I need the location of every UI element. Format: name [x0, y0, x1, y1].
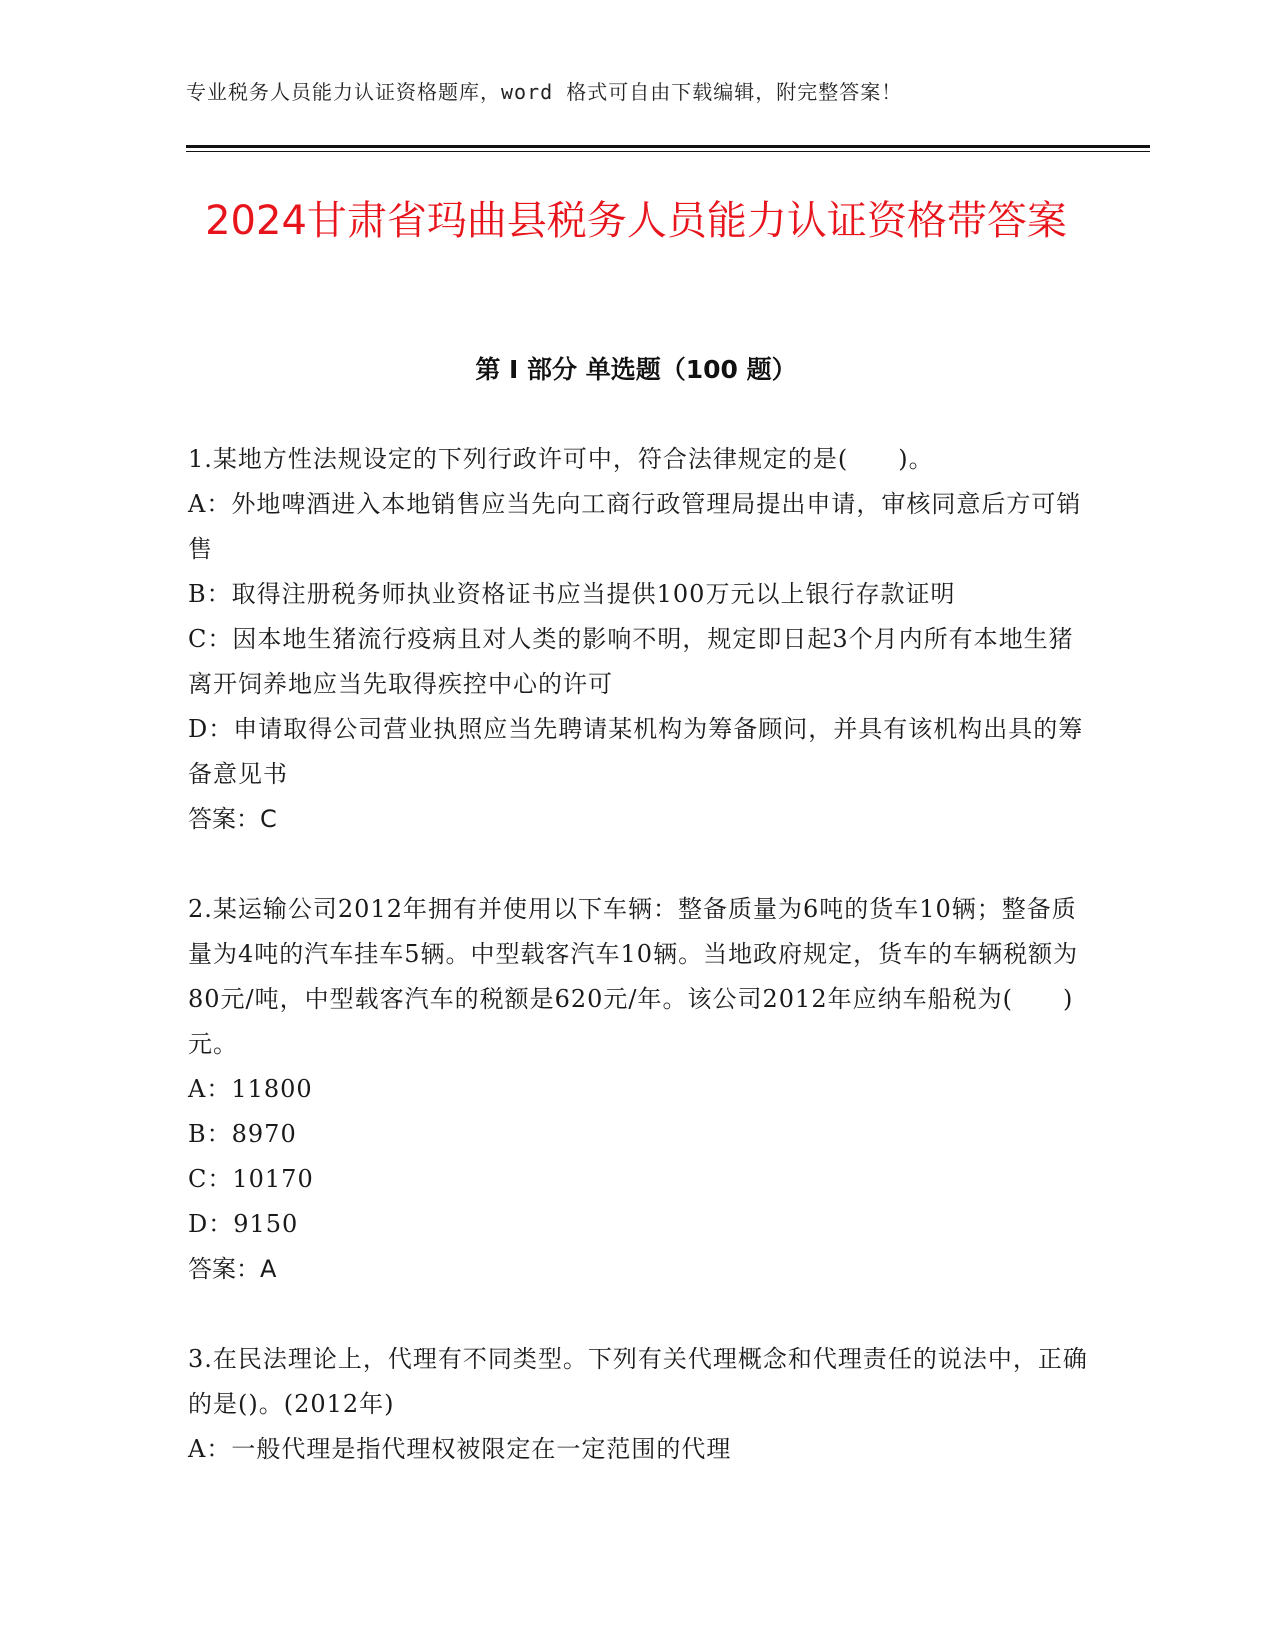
question-3	[188, 1337, 1088, 1472]
question-stem: 1.某地方性法规设定的下列行政许可中，符合法律规定的是( )。	[188, 445, 934, 473]
option-b: B：取得注册税务师执业资格证书应当提供100万元以上银行存款证明	[188, 580, 956, 608]
header-divider-thin	[186, 151, 1150, 152]
header-note: 专业税务人员能力认证资格题库，word 格式可自由下载编辑，附完整答案！	[186, 80, 903, 104]
question-list	[188, 437, 1088, 1517]
option-a: A：11800	[188, 1075, 313, 1103]
section-heading: 第 I 部分 单选题（100 题）	[475, 355, 797, 384]
option-d: D：申请取得公司营业执照应当先聘请某机构为筹备顾问，并具有该机构出具的筹备意见书	[188, 715, 1084, 788]
question-2	[188, 887, 1088, 1292]
question-1	[188, 437, 1088, 842]
header-divider-thick	[186, 145, 1150, 148]
option-c: C：10170	[188, 1165, 314, 1193]
option-a: A：一般代理是指代理权被限定在一定范围的代理	[188, 1435, 732, 1463]
question-stem: 2.某运输公司2012年拥有并使用以下车辆：整备质量为6吨的货车10辆；整备质量为4吨的汽车挂车5辆。中型载客汽车10辆。当地政府规定，货车的车辆税额为80元/吨，中型载客汽车的税额是620元/年。该公司2012年应纳车船税为( )元。	[188, 895, 1079, 1058]
option-d: D：9150	[188, 1210, 299, 1238]
document-title: 2024甘肃省玛曲县税务人员能力认证资格带答案	[205, 198, 1067, 244]
option-c: C：因本地生猪流行疫病且对人类的影响不明，规定即日起3个月内所有本地生猪离开饲养地应当先取得疾控中心的许可	[188, 625, 1074, 698]
answer: 答案：A	[188, 1255, 277, 1283]
question-stem: 3.在民法理论上，代理有不同类型。下列有关代理概念和代理责任的说法中，正确的是()。(2012年)	[188, 1345, 1088, 1418]
option-b: B：8970	[188, 1120, 297, 1148]
option-a: A：外地啤酒进入本地销售应当先向工商行政管理局提出申请，审核同意后方可销售	[188, 490, 1082, 563]
answer: 答案：C	[188, 805, 277, 833]
